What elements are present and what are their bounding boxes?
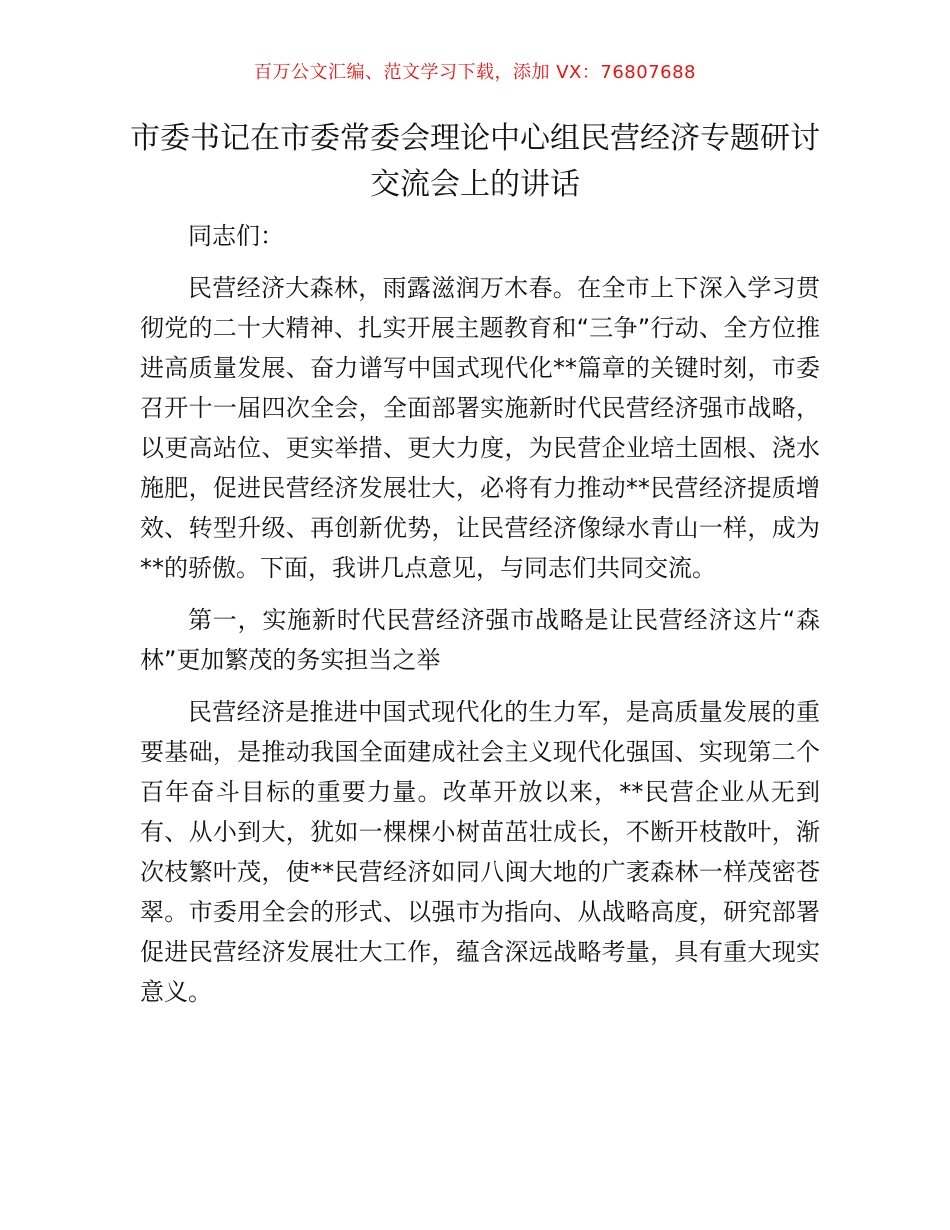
- paragraph-2: 民营经济是推进中国式现代化的生力军，是高质量发展的重要基础，是推动我国全面建成社会主义现代化强国、实现第二个百年奋斗目标的重要力量。改革开放以来，**民营企业从无到有、从小到大，犹如一棵棵小树苗茁壮成长，不断开枝散叶，渐次枝繁叶茂，使**民营经济如同八闽大地的广袤森林一样茂密苍翠。市委用全会的形式、以强市为指向、从战略高度，研究部署促进民营经济发展壮大工作，蕴含深远战略考量，具有重大现实意义。: [140, 698, 820, 1006]
- paragraph-1: 民营经济大森林，雨露滋润万木春。在全市上下深入学习贯彻党的二十大精神、扎实开展主题教育和“三争”行动、全方位推进高质量发展、奋力谱写中国式现代化**篇章的关键时刻，市委召开十一届四次全会，全面部署实施新时代民营经济强市战略，以更高站位、更实举措、更大力度，为民营企业培土固根、浇水施肥，促进民营经济发展壮大，必将有力推动**民营经济提质增效、转型升级、再创新优势，让民营经济像绿水青山一样，成为**的骄傲。下面，我讲几点意见，与同志们共同交流。: [140, 274, 820, 582]
- document-title: 市委书记在市委常委会理论中心组民营经济专题研讨交流会上的讲话: [130, 121, 820, 202]
- document-body: [140, 216, 820, 1024]
- header-watermark-note: 百万公文汇编、范文学习下载，添加 VX：76807688: [254, 62, 696, 83]
- section-heading-1: 第一，实施新时代民营经济强市战略是让民营经济这片“森林”更加繁茂的务实担当之举: [140, 606, 820, 674]
- salutation: 同志们：: [188, 222, 284, 250]
